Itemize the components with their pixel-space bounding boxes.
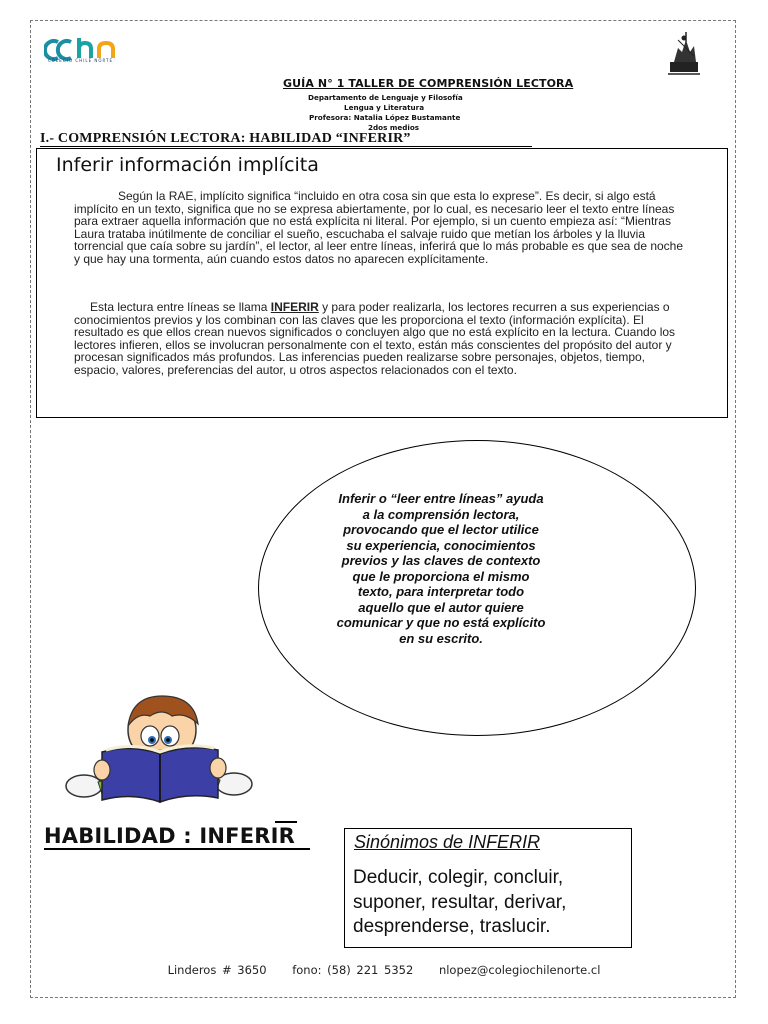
guide-title: GUÍA N° 1 TALLER DE COMPRENSIÓN LECTORA: [283, 77, 574, 90]
skill-underline: [44, 848, 310, 850]
heading-rule: [40, 146, 532, 147]
paragraph-2: [74, 301, 686, 377]
inferir-keyword: INFERIR: [270, 300, 319, 314]
paragraph-2-lead: Esta lectura entre líneas se llama: [90, 300, 271, 314]
definition-bubble-text: Inferir o “leer entre líneas” ayuda a la comprensión lectora, provocando que el lector utilice su experiencia, conocimientos previos y las claves de contexto que le proporciona el mismo texto, para interpretar todo aquello que el autor quiere comunicar y que no está explícito en su escrito.: [336, 491, 546, 646]
skill-title: HABILIDAD : INFERIR: [44, 824, 296, 848]
footer-address: Linderos # 3650: [167, 963, 267, 977]
paragraph-1: [74, 190, 686, 266]
footer: [0, 963, 768, 977]
section-heading: I.- COMPRENSIÓN LECTORA: HABILIDAD “INFERIR”: [40, 131, 411, 146]
skill-overbar: [275, 821, 297, 823]
paragraph-2-rest: y para poder realizarla, los lectores recurren a sus experiencias o conocimientos previos y los combinan con las claves que les proporciona el texto (información explícita). El resultado es que ellos crean nuevos significados o concluyen algo que no está explícito en la lectura. Cuando los lectores infieren, ellos se involucran personalmente con el texto, están más conscientes del propósito del autor y procesan significados más profundos. Las inferencias pueden realizarse sobre personajes, objetos, tiempo, espacio, valores, preferencias del autor, u otros aspectos relacionados con el texto.: [74, 300, 676, 377]
department-label: Departamento de Lenguaje y Filosofía: [308, 93, 463, 102]
synonyms-title: Sinónimos de INFERIR: [354, 832, 541, 852]
info-box-title: Inferir información implícita: [56, 154, 319, 176]
synonyms-text: Deducir, colegir, concluir, suponer, resultar, derivar, desprenderse, traslucir.: [353, 867, 567, 937]
level-label: 2dos medios: [368, 123, 420, 132]
paragraph-1-text: Según la RAE, implícito significa “incluido en otra cosa sin que esta lo exprese”. Es decir, si algo está implícito en un texto, significa que no se expresa abiertamente, por lo cual, es necesario leer el texto entre líneas para extraer aquella información que no está explícita ni literal. Por ejemplo, si un cuento empieza así: “Mientras Laura trataba inútilmente de conciliar el sueño, escuchaba el salvaje ruido que metían los árboles y la lluvia torrencial que caía sobre su jardín”, el lector, al leer entre líneas, inferirá que lo más probable es que sea de noche y que hay una tormenta, aún cuando estos datos no aparecen explícitamente.: [74, 189, 684, 266]
quixote-emblem-icon: [664, 30, 704, 78]
subject-label: Lengua y Literatura: [344, 103, 425, 112]
logo-subtitle: COLEGIO CHILE NORTE: [48, 58, 114, 63]
footer-phone: fono: (58) 221 5352: [292, 963, 414, 977]
footer-email: nlopez@colegiochilenorte.cl: [438, 963, 601, 977]
teacher-label: Profesora: Natalia López Bustamante: [309, 113, 461, 122]
boy-reading-book-icon: [62, 690, 258, 808]
